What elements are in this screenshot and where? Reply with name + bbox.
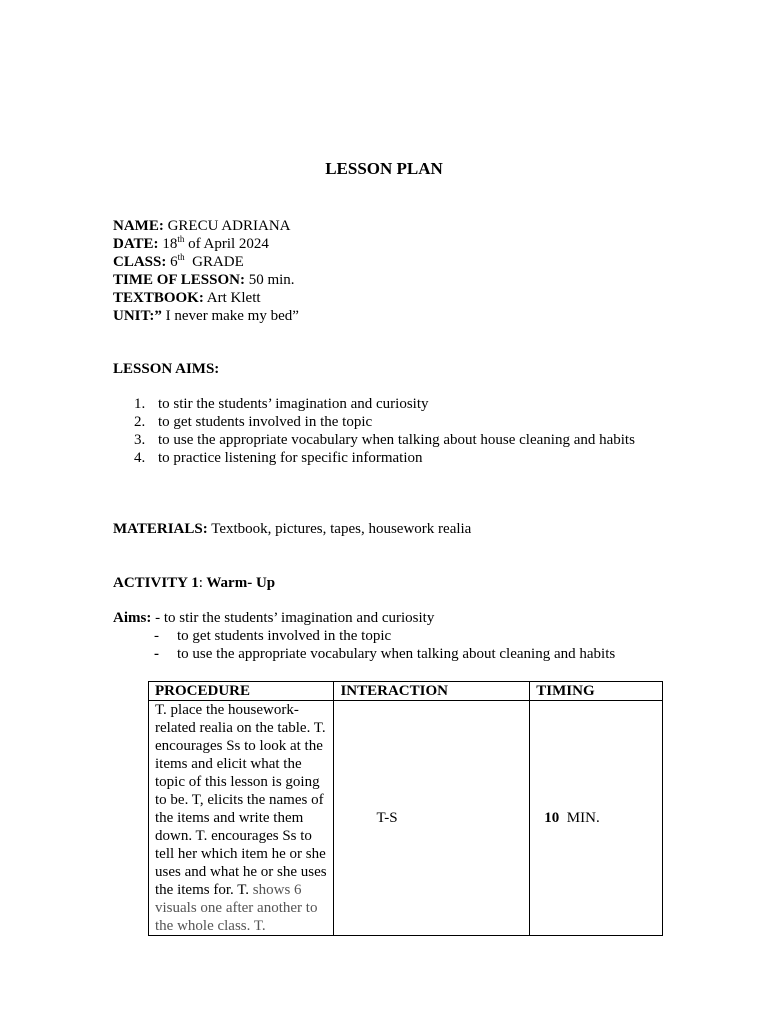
list-text: to get students involved in the topic [177, 628, 392, 644]
info-date [113, 235, 299, 253]
list-text: to practice listening for specific information [158, 450, 423, 466]
list-dash: - [154, 646, 159, 662]
class-label: CLASS: [113, 254, 167, 270]
materials-label: MATERIALS: [113, 521, 208, 537]
table-header-row [149, 682, 663, 701]
activity-name: Warm- Up [206, 575, 276, 591]
date-rest: of April 2024 [188, 236, 269, 252]
textbook-value: Art Klett [206, 290, 261, 306]
list-text: to use the appropriate vocabulary when talking about cleaning and habits [177, 646, 616, 662]
activity-colon: : [198, 575, 203, 591]
info-class [113, 253, 299, 271]
activity-label: ACTIVITY 1 [113, 575, 199, 591]
list-text: to use the appropriate vocabulary when talking about house cleaning and habits [158, 432, 635, 448]
procedure-t: T. [237, 882, 250, 898]
info-name [113, 217, 299, 235]
list-text: to stir the students’ imagination and curiosity [158, 396, 429, 412]
name-value: GRECU ADRIANA [167, 218, 291, 234]
activity-aims-first [113, 609, 434, 627]
materials-line [113, 520, 471, 538]
date-sup: th [177, 234, 185, 244]
time-value: 50 min. [248, 272, 295, 288]
header-interaction: INTERACTION [334, 682, 530, 701]
lesson-info [113, 217, 299, 325]
name-label: NAME: [113, 218, 164, 234]
header-timing: TIMING [530, 682, 663, 701]
unit-value: I never make my bed” [165, 308, 299, 324]
list-number: 3. [134, 432, 146, 448]
info-time [113, 271, 299, 289]
date-label: DATE: [113, 236, 159, 252]
activity-aim-text: - to stir the students’ imagination and curiosity [155, 610, 435, 626]
materials-value: Textbook, pictures, tapes, housework realia [211, 521, 472, 537]
timing-unit: MIN. [566, 810, 600, 826]
list-text: to get students involved in the topic [158, 414, 373, 430]
table-row [149, 701, 663, 936]
page-title: LESSON PLAN [325, 159, 443, 178]
list-dash: - [154, 628, 159, 644]
list-item [113, 627, 434, 645]
activity-aims [113, 609, 616, 663]
class-sup: th [177, 252, 185, 262]
activity-aims-label: Aims: [113, 610, 152, 626]
textbook-label: TEXTBOOK: [113, 290, 204, 306]
class-rest: GRADE [192, 254, 244, 270]
info-textbook [113, 289, 299, 307]
timing-number: 10 [544, 810, 560, 826]
interaction-cell: T-S [334, 701, 530, 936]
procedure-grey-text: shows 6 visuals one after another to the whole class. T. [155, 882, 318, 934]
header-procedure: PROCEDURE [149, 682, 334, 701]
activity-table [148, 681, 663, 936]
lesson-aims-heading: LESSON AIMS: [113, 361, 220, 377]
procedure-cell [149, 701, 334, 936]
class-num: 6 [170, 254, 178, 270]
date-day: 18 [162, 236, 178, 252]
procedure-text: T. place the housework-related realia on the table. T. encourages Ss to look at the items and elicit what the topic of this lesson is going to be. T, elicits the names of the items and write them down. T. encourages Ss to tell her which item he or she uses and what he or she uses the items for. [155, 702, 327, 898]
activity-heading [113, 574, 275, 592]
list-number: 4. [134, 450, 146, 466]
list-number: 1. [134, 396, 146, 412]
info-unit [113, 307, 299, 325]
list-number: 2. [134, 414, 146, 430]
unit-label: UNIT:” [113, 308, 162, 324]
timing-cell [530, 701, 663, 936]
time-label: TIME OF LESSON: [113, 272, 245, 288]
list-item [113, 645, 616, 663]
